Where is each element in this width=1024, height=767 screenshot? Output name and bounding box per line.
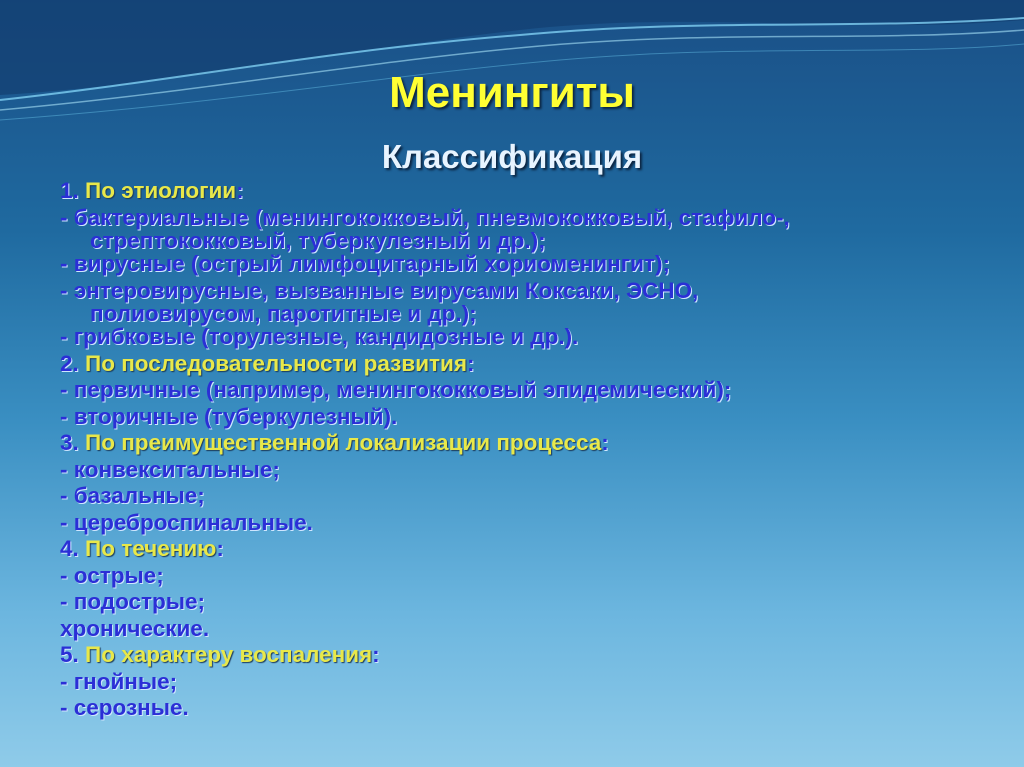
list-item: - первичные (например, менингококковый эпидемический); xyxy=(60,377,732,402)
list-item: - вирусные (острый лимфоцитарный хориоменингит); xyxy=(60,251,670,276)
list-item: - цереброспинальные. xyxy=(60,509,313,535)
list-item: - бактериальные (менингококковый, пневмококковый, стафило-, xyxy=(60,204,790,230)
classification-list xyxy=(60,178,980,722)
list-item: - острые; xyxy=(60,562,164,588)
list-item: - базальные; xyxy=(60,483,205,508)
section-heading: 1. По этиологии: xyxy=(60,178,244,203)
list-item: - серозные. xyxy=(60,695,189,720)
section-heading: 4. По течению: xyxy=(60,536,224,561)
slide-subtitle: Классификация xyxy=(381,138,643,175)
list-item-continuation: стрептококковый, туберкулезный и др.); xyxy=(90,228,546,253)
list-item: - конвекситальные; xyxy=(60,456,280,482)
list-item: - энтеровирусные, вызванные вирусами Коксаки, ЭСНО, xyxy=(60,277,699,303)
list-item-continuation: полиовирусом, паротитные и др.); xyxy=(90,301,477,326)
section-heading: 3. По преимущественной локализации процесса: xyxy=(60,430,609,455)
section-heading: 5. По характеру воспаления: xyxy=(60,642,380,667)
list-item: - грибковые (торулезные, кандидозные и др.). xyxy=(60,324,579,349)
slide-title: Менингиты xyxy=(389,68,635,117)
section-heading: 2. По последовательности развития: xyxy=(60,350,475,376)
list-item: - вторичные (туберкулезный). xyxy=(60,403,398,429)
list-item: - подострые; xyxy=(60,589,206,614)
list-item: хронические. xyxy=(60,615,210,641)
list-item: - гнойные; xyxy=(60,668,178,694)
